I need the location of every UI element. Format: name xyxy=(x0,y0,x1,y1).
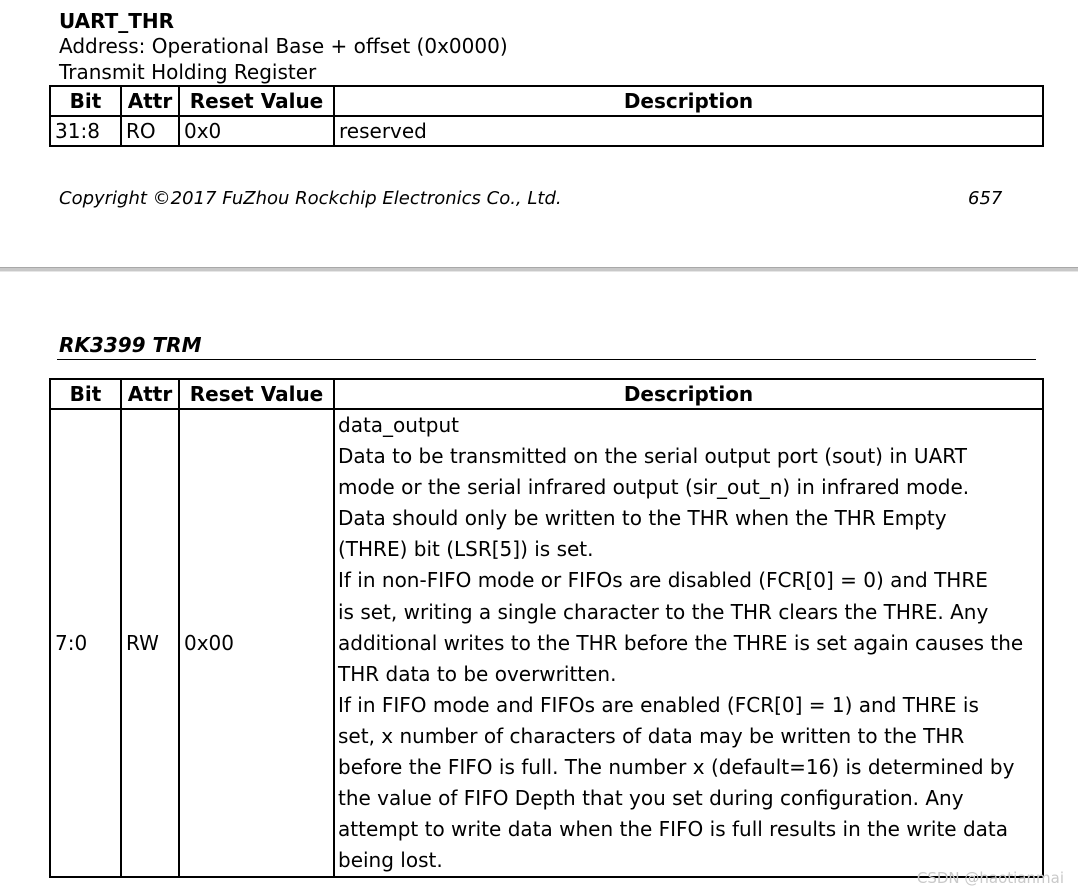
register-address: Address: Operational Base + offset (0x0000) xyxy=(59,34,508,58)
description-line: before the FIFO is full. The number x (default=16) is determined by xyxy=(338,755,1015,780)
header-description: Description xyxy=(334,86,1043,116)
header-description: Description xyxy=(334,379,1043,409)
cell-attr: RO xyxy=(121,116,179,146)
cell-bit: 31:8 xyxy=(50,116,121,146)
header-bit: Bit xyxy=(50,86,121,116)
table-header-row xyxy=(50,379,1043,409)
cell-description xyxy=(334,409,1043,877)
register-table-top xyxy=(49,85,1044,147)
description-line: Data should only be written to the THR when the THR Empty xyxy=(338,506,947,531)
description-line: Data to be transmitted on the serial output port (sout) in UART xyxy=(338,444,967,469)
cell-description: reserved xyxy=(334,116,1043,146)
cell-attr: RW xyxy=(121,409,179,877)
description-line: If in FIFO mode and FIFOs are enabled (FCR[0] = 1) and THRE is xyxy=(338,692,979,717)
register-description: Transmit Holding Register xyxy=(59,60,317,84)
page-separator xyxy=(0,267,1078,272)
header-bit: Bit xyxy=(50,379,121,409)
description-line: is set, writing a single character to the THR clears the THRE. Any xyxy=(338,599,989,624)
cell-reset-value: 0x00 xyxy=(179,409,334,877)
running-header: RK3399 TRM xyxy=(59,333,202,357)
watermark-text: CSDN @haotianmai xyxy=(916,869,1064,887)
description-line: mode or the serial infrared output (sir_out_n) in infrared mode. xyxy=(338,475,970,500)
description-line: being lost. xyxy=(338,848,443,873)
description-line: the value of FIFO Depth that you set during configuration. Any xyxy=(338,786,964,811)
table-row xyxy=(50,409,1043,877)
page-number: 657 xyxy=(968,188,1003,209)
header-reset-value: Reset Value xyxy=(179,86,334,116)
description-line: (THRE) bit (LSR[5]) is set. xyxy=(338,537,594,562)
description-line: THR data to be overwritten. xyxy=(338,661,617,686)
running-header-rule xyxy=(57,359,1036,360)
description-line: attempt to write data when the FIFO is full results in the write data xyxy=(338,817,1008,842)
copyright-text: Copyright ©2017 FuZhou Rockchip Electronics Co., Ltd. xyxy=(59,188,562,209)
table-header-row xyxy=(50,86,1043,116)
description-line: data_output xyxy=(338,413,460,437)
cell-bit: 7:0 xyxy=(50,409,121,877)
register-table-bottom xyxy=(49,378,1044,878)
header-attr: Attr xyxy=(121,86,179,116)
header-attr: Attr xyxy=(121,379,179,409)
header-reset-value: Reset Value xyxy=(179,379,334,409)
description-line: If in non-FIFO mode or FIFOs are disabled (FCR[0] = 0) and THRE xyxy=(338,568,988,593)
description-line: set, x number of characters of data may be written to the THR xyxy=(338,723,965,748)
cell-reset-value: 0x0 xyxy=(179,116,334,146)
description-line: additional writes to the THR before the THRE is set again causes the xyxy=(338,630,1024,655)
table-row xyxy=(50,116,1043,146)
register-name: UART_THR xyxy=(59,9,175,33)
